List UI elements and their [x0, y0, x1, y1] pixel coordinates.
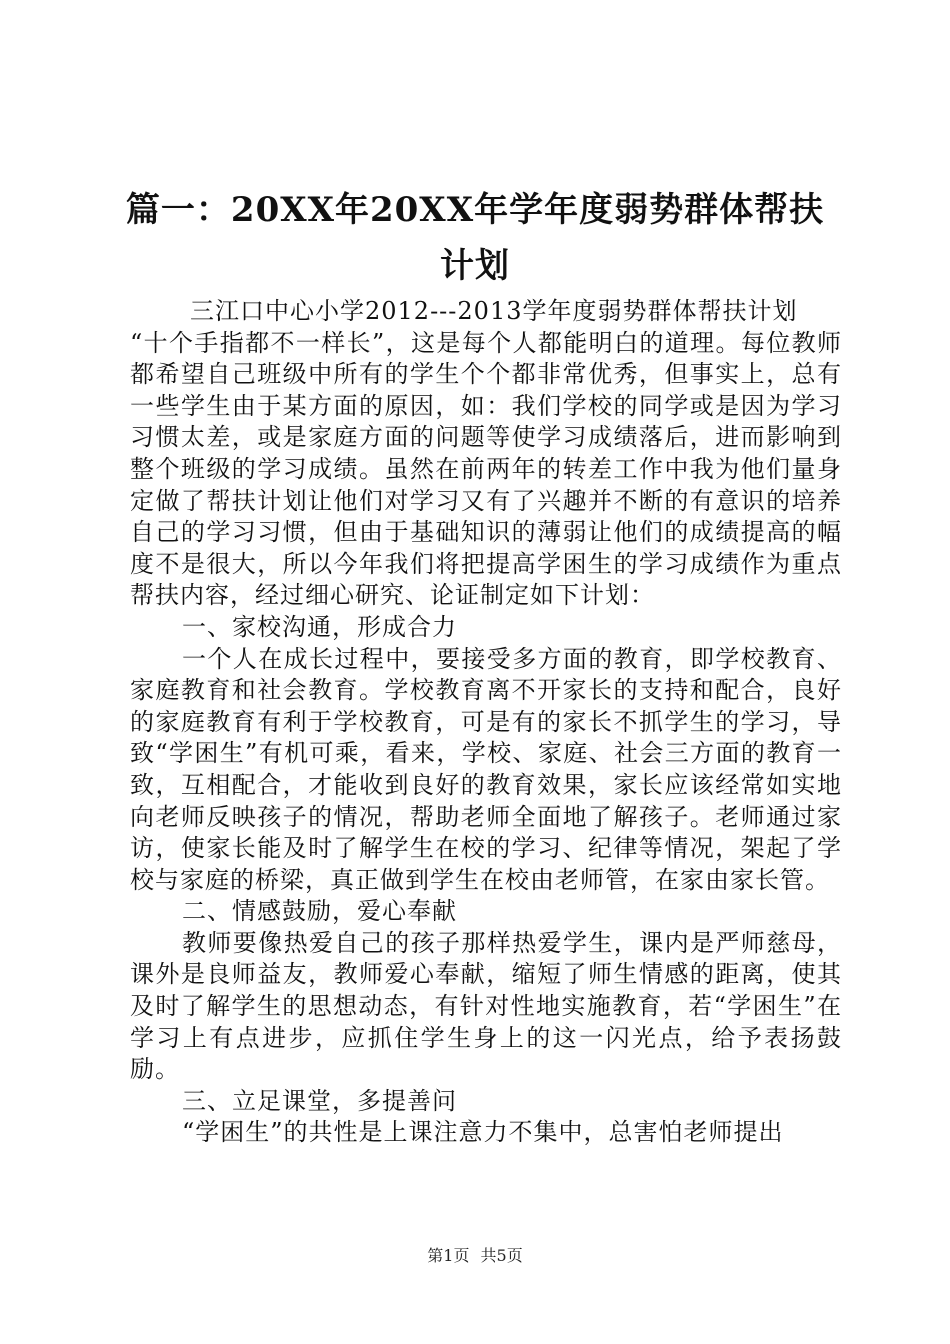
document-title: 篇一：20XX年20XX年学年度弱势群体帮扶计划: [125, 190, 825, 286]
section-heading-2: 二、情感鼓励，爱心奉献: [182, 897, 457, 926]
section-heading-1: 一、家校沟通，形成合力: [182, 612, 457, 641]
section-body-1: 一个人在成长过程中，要接受多方面的教育，即学校教育、家庭教育和社会教育。学校教育离不开家长的支持和配合，良好的家庭教育有利于学校教育，可是有的家长不抓学生的学习，导致“学困生”有机可乘，看来，学校、家庭、社会三方面的教育一致，互相配合，才能收到良好的教育效果，家长应该经常如实地向老师反映孩子的情况，帮助老师全面地了解孩子。老师通过家访，使家长能及时了解学生在校的学习、纪律等情况，架起了学校与家庭的桥梁，真正做到学生在校由老师管，在家由家长管。: [130, 644, 842, 894]
section-body-2: 教师要像热爱自己的孩子那样热爱学生，课内是严师慈母，课外是良师益友，教师爱心奉献，缩短了师生情感的距离，使其及时了解学生的思想动态，有针对性地实施教育，若“学困生”在学习上有点进步，应抓住学生身上的这一闪光点，给予表扬鼓励。: [130, 928, 842, 1084]
section-heading-3: 三、立足课堂，多提善问: [182, 1086, 457, 1115]
page-number: 第1页: [427, 1246, 470, 1265]
paragraph-intro: “十个手指都不一样长”，这是每个人都能明白的道理。每位教师都希望自己班级中所有的学生个个都非常优秀，但事实上，总有一些学生由于某方面的原因，如：我们学校的同学或是因为学习习惯太差，或是家庭方面的问题等使学习成绩落后，进而影响到整个班级的学习成绩。虽然在前两年的转差工作中我为他们量身定做了帮扶计划让他们对学习又有了兴趣并不断的有意识的培养自己的学习习惯，但由于基础知识的薄弱让他们的成绩提高的幅度不是很大，所以今年我们将把提高学困生的学习成绩作为重点帮扶内容，经过细心研究、论证制定如下计划：: [130, 328, 842, 610]
page-footer: [0, 1243, 950, 1266]
page-total: 共5页: [480, 1246, 523, 1265]
section-body-3: “学困生”的共性是上课注意力不集中，总害怕老师提出: [182, 1118, 784, 1147]
paragraph-subtitle: 三江口中心小学2012---2013学年度弱势群体帮扶计划: [190, 297, 798, 325]
document-body: [130, 296, 842, 1149]
